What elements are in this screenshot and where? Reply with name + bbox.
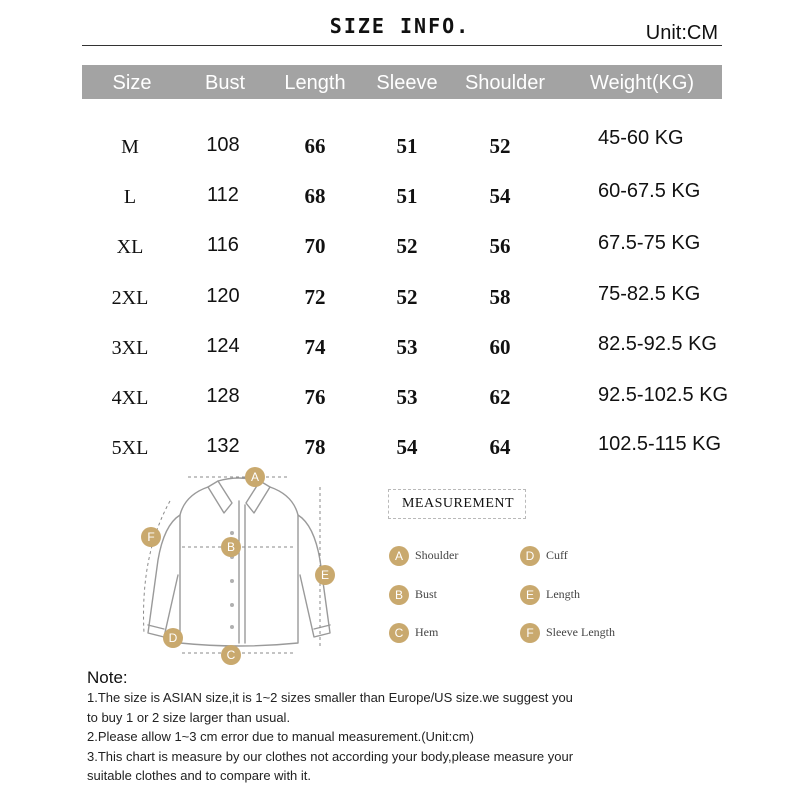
marker-c-icon: C	[221, 645, 241, 665]
table-row	[0, 234, 800, 264]
table-row	[0, 285, 800, 315]
cell-length: 76	[304, 385, 326, 409]
cell-sleeve: 53	[396, 385, 418, 409]
legend-marker-a-icon: A	[389, 546, 409, 566]
cell-shoulder: 58	[489, 285, 511, 309]
measurement-title-box	[388, 489, 526, 519]
column-header-length: Length	[284, 72, 346, 94]
cell-shoulder: 52	[489, 134, 511, 158]
column-header-weight: Weight(KG)	[589, 72, 695, 94]
cell-size: 2XL	[111, 287, 149, 309]
cell-size: L	[123, 186, 137, 208]
cell-bust: 132	[206, 435, 240, 457]
note-line: to buy 1 or 2 size larger than usual.	[87, 709, 291, 725]
column-header-shoulder: Shoulder	[464, 72, 546, 94]
legend-label: Sleeve Length	[546, 625, 615, 639]
marker-a-icon: A	[245, 467, 265, 487]
cell-weight: 75-82.5 KG	[598, 283, 701, 305]
cell-bust: 112	[207, 184, 239, 206]
cell-size: 5XL	[111, 437, 149, 459]
cell-length: 70	[304, 234, 326, 258]
cell-sleeve: 52	[396, 234, 418, 258]
cell-shoulder: 56	[489, 234, 511, 258]
legend-label: Hem	[415, 625, 439, 639]
table-row	[0, 335, 800, 365]
legend-label: Shoulder	[415, 548, 459, 562]
table-row	[0, 180, 800, 214]
cell-length: 78	[304, 435, 326, 459]
cell-bust: 116	[207, 234, 239, 256]
cell-sleeve: 51	[396, 134, 418, 158]
marker-f-icon: F	[141, 527, 161, 547]
cell-size: 4XL	[111, 387, 149, 409]
cell-shoulder: 64	[489, 435, 511, 459]
cell-size: 3XL	[111, 337, 149, 359]
legend-marker-d-icon: D	[520, 546, 540, 566]
marker-e-icon: E	[315, 565, 335, 585]
legend-label: Bust	[415, 587, 438, 601]
cell-bust: 108	[206, 134, 240, 156]
note-line: suitable clothes and to compare with it.	[87, 768, 312, 783]
cell-weight: 45-60 KG	[598, 127, 684, 149]
cell-weight: 60-67.5 KG	[598, 180, 701, 202]
cell-size: XL	[116, 236, 144, 258]
cell-bust: 124	[206, 335, 240, 357]
column-header-size: Size	[112, 72, 152, 94]
note-line: 1.The size is ASIAN size,it is 1~2 sizes smaller than Europe/US size.we suggest you	[87, 690, 573, 705]
cell-length: 72	[304, 285, 326, 309]
cell-length: 68	[304, 184, 326, 208]
legend-label: Length	[546, 587, 580, 601]
cell-bust: 120	[206, 285, 240, 307]
marker-d-icon: D	[163, 628, 183, 648]
table-row	[0, 435, 800, 465]
cell-bust: 128	[206, 385, 240, 407]
legend-label: Cuff	[546, 548, 568, 562]
legend-marker-e-icon: E	[520, 585, 540, 605]
measurement-title: MEASUREMENT	[401, 496, 515, 511]
note-line: 2.Please allow 1~3 cm error due to manual measurement.(Unit:cm)	[87, 729, 474, 744]
cell-shoulder: 62	[489, 385, 511, 409]
unit-label: Unit:CM	[645, 22, 718, 44]
cell-shoulder: 54	[489, 184, 511, 208]
notes-title: Note:	[87, 668, 128, 687]
cell-sleeve: 53	[396, 335, 418, 359]
cell-sleeve: 52	[396, 285, 418, 309]
legend-marker-c-icon: C	[389, 623, 409, 643]
cell-weight: 67.5-75 KG	[598, 232, 701, 254]
shirt-measurement-diagram	[130, 465, 350, 665]
page-title: SIZE INFO.	[329, 14, 471, 38]
column-header-sleeve: Sleeve	[376, 72, 438, 94]
notes-section	[87, 668, 707, 786]
column-header-bust: Bust	[204, 72, 246, 94]
marker-b-icon: B	[221, 537, 241, 557]
cell-shoulder: 60	[489, 335, 511, 359]
note-line: 3.This chart is measure by our clothes not according your body,please measure your	[87, 748, 574, 764]
table-row	[0, 385, 800, 415]
table-header	[82, 65, 722, 99]
cell-weight: 92.5-102.5 KG	[598, 384, 729, 406]
legend-marker-f-icon: F	[520, 623, 540, 643]
cell-sleeve: 54	[396, 435, 418, 459]
cell-weight: 102.5-115 KG	[598, 433, 722, 455]
header-divider	[82, 45, 722, 46]
cell-size: M	[121, 136, 139, 158]
cell-length: 74	[304, 335, 326, 359]
cell-length: 66	[304, 134, 326, 158]
table-row	[0, 127, 800, 164]
cell-weight: 82.5-92.5 KG	[598, 333, 717, 355]
cell-sleeve: 51	[396, 184, 418, 208]
legend-marker-b-icon: B	[389, 585, 409, 605]
